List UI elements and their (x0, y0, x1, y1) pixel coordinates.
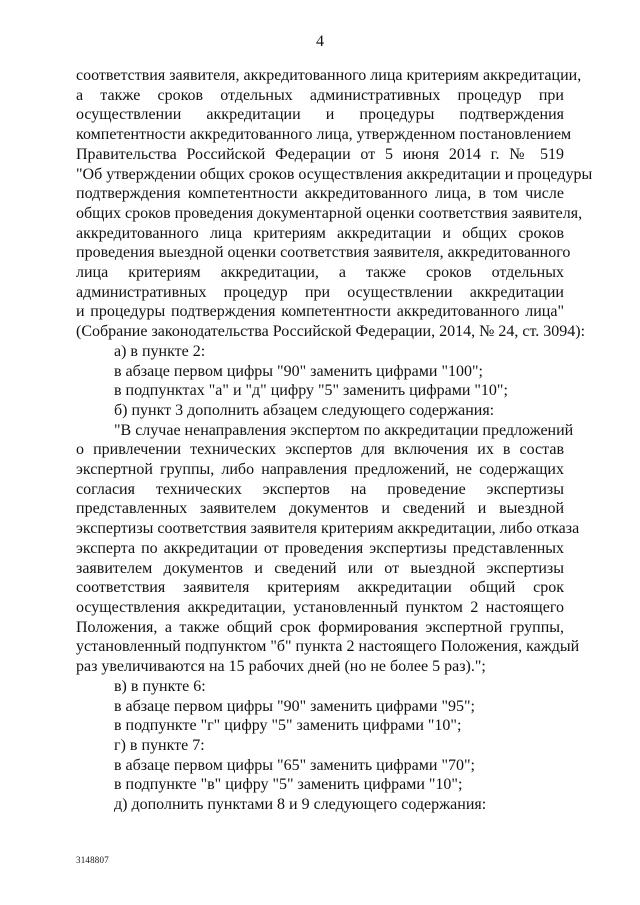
text-line: в подпункте "г" цифру "5" заменить цифрами "10"; (114, 717, 462, 735)
text-line: в абзаце первом цифры "65" заменить цифрами "70"; (114, 756, 475, 774)
text-line: в абзаце первом цифры "90" заменить цифрами "95"; (114, 697, 475, 715)
text-line: заявителем документов и сведений или от выездной экспертизы (76, 559, 564, 577)
text-line: экспертизы соответствия заявителя критериям аккредитации, либо отказа (76, 520, 580, 538)
text-line: эксперта по аккредитации от проведения экспертизы представленных (76, 539, 564, 557)
text-line: Положения, а также общий срок формирования экспертной группы, (76, 618, 564, 636)
text-line: лица критериям аккредитации, а также сроков отдельных (76, 264, 564, 282)
page-number: 4 (316, 33, 324, 50)
text-line: и процедуры подтверждения компетентности аккредитованного лица" (76, 303, 564, 321)
text-line: в) в пункте 6: (114, 677, 206, 695)
text-line: г) в пункте 7: (114, 736, 205, 754)
text-line: подтверждения компетентности аккредитованного лица, в том числе (76, 185, 564, 203)
document-id: 3148807 (76, 855, 109, 865)
text-line: Правительства Российской Федерации от 5 июня 2014 г. № 519 (76, 145, 564, 163)
text-line: в абзаце первом цифры "90" заменить цифрами "100"; (114, 362, 483, 380)
text-line: аккредитованного лица критериям аккредитации и общих сроков (76, 224, 564, 242)
text-line: осуществления аккредитации, установленный пунктом 2 настоящего (76, 598, 564, 616)
text-line: в подпункте "в" цифру "5" заменить цифрами "10"; (114, 776, 463, 794)
text-line: административных процедур при осуществлении аккредитации (76, 283, 564, 301)
text-line: б) пункт 3 дополнить абзацем следующего содержания: (114, 401, 495, 419)
text-line: общих сроков проведения документарной оценки соответствия заявителя, (76, 204, 583, 222)
text-line: о привлечении технических экспертов для включения их в состав (76, 441, 564, 459)
text-line: представленных заявителем документов и сведений и выездной (76, 500, 564, 518)
text-line: "Об утверждении общих сроков осуществления аккредитации и процедуры (76, 165, 593, 183)
text-line: экспертной группы, либо направления предложений, не содержащих (76, 461, 564, 479)
text-line: а) в пункте 2: (114, 342, 206, 360)
text-line: проведения выездной оценки соответствия заявителя, аккредитованного (76, 244, 571, 262)
text-line: в подпунктах "а" и "д" цифру "5" заменить цифрами "10"; (114, 382, 508, 400)
text-line: согласия технических экспертов на проведение экспертизы (76, 480, 564, 498)
text-line: (Собрание законодательства Российской Федерации, 2014, № 24, ст. 3094): (76, 323, 586, 341)
text-line: раз увеличиваются на 15 рабочих дней (но не более 5 раз)."; (76, 658, 486, 676)
text-line: установленный подпунктом "б" пункта 2 настоящего Положения, каждый (76, 638, 580, 656)
text-line: соответствия заявителя, аккредитованного лица критериям аккредитации, (76, 67, 582, 84)
text-line: д) дополнить пунктами 8 и 9 следующего содержания: (114, 796, 487, 814)
text-line: осуществлении аккредитации и процедуры подтверждения (76, 106, 564, 124)
body-text (76, 66, 593, 815)
text-line: соответствия заявителя критериям аккредитации общий срок (76, 579, 564, 597)
text-line: "В случае ненаправления экспертом по аккредитации предложений (114, 421, 574, 439)
text-line: компетентности аккредитованного лица, утвержденном постановлением (76, 126, 572, 144)
text-line: а также сроков отдельных административных процедур при (76, 86, 564, 104)
